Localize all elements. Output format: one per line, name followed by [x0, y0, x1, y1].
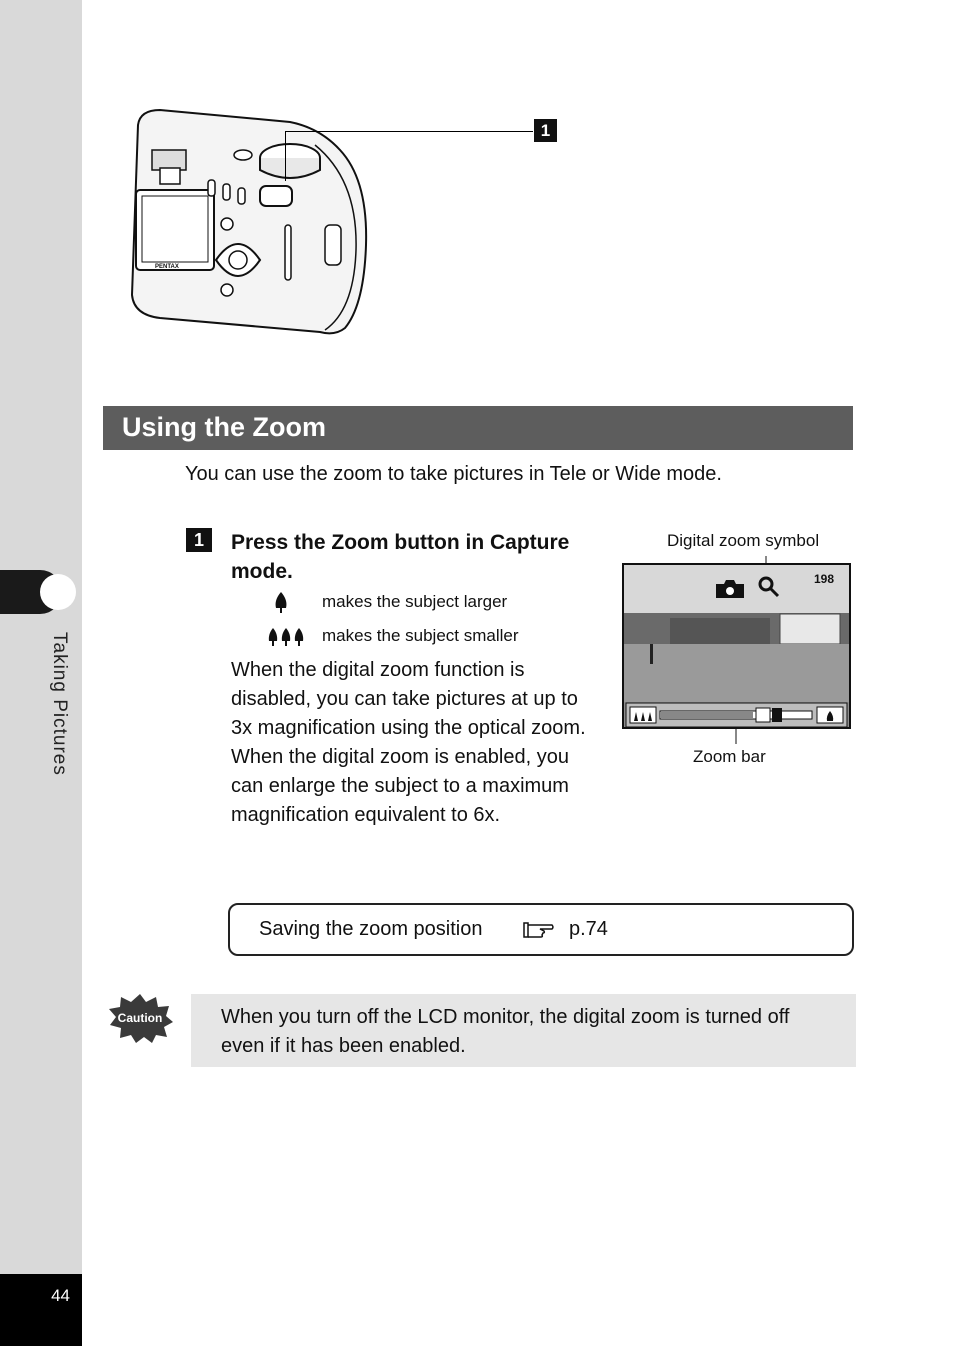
- shots-remaining: 198: [814, 572, 835, 586]
- step-paragraph: When the digital zoom is enabled, you can enlarge the subject to a maximum magnification equivalent to 6x.: [231, 746, 569, 826]
- callout-number: 1: [534, 119, 557, 142]
- section-heading: [103, 406, 853, 450]
- reference-page: p.74: [569, 918, 608, 940]
- step-title: Press the Zoom button in Capture mode.: [231, 531, 570, 583]
- section-title: Using the Zoom: [122, 412, 326, 442]
- page-number: 44: [51, 1286, 70, 1305]
- digital-zoom-symbol-label: Digital zoom symbol: [667, 531, 820, 550]
- camera-illustration: [120, 100, 380, 340]
- page-number-box: [0, 1274, 82, 1346]
- step-number: 1: [186, 528, 212, 552]
- svg-text:PENTAX: PENTAX: [155, 264, 179, 270]
- wide-text: makes the subject smaller: [322, 626, 519, 645]
- lcd-display-figure: [620, 556, 854, 746]
- chapter-marker: [40, 574, 76, 610]
- tele-tree-icon: [267, 590, 307, 614]
- reference-text: Saving the zoom position: [259, 918, 483, 940]
- caution-text: When you turn off the LCD monitor, the digital zoom is turned off even if it has been enabled.: [221, 1006, 790, 1057]
- step-paragraph: When the digital zoom function is disabled, you can take pictures at up to 3x magnification using the optical zoom.: [231, 659, 586, 739]
- reference-box: [228, 903, 854, 956]
- pointing-hand-icon: [522, 919, 556, 941]
- tele-text: makes the subject larger: [322, 592, 508, 611]
- chapter-label: Taking Pictures: [49, 632, 70, 776]
- callout-line: [285, 131, 533, 132]
- callout-line-vertical: [285, 131, 286, 181]
- caution-box: [191, 994, 856, 1067]
- step-body: [231, 656, 601, 830]
- caution-badge-label: Caution: [117, 1011, 163, 1025]
- caution-badge: [106, 992, 174, 1044]
- intro-text: You can use the zoom to take pictures in Tele or Wide mode.: [185, 463, 722, 485]
- zoom-bar-label: Zoom bar: [693, 747, 766, 766]
- wide-trees-icon: [267, 624, 307, 648]
